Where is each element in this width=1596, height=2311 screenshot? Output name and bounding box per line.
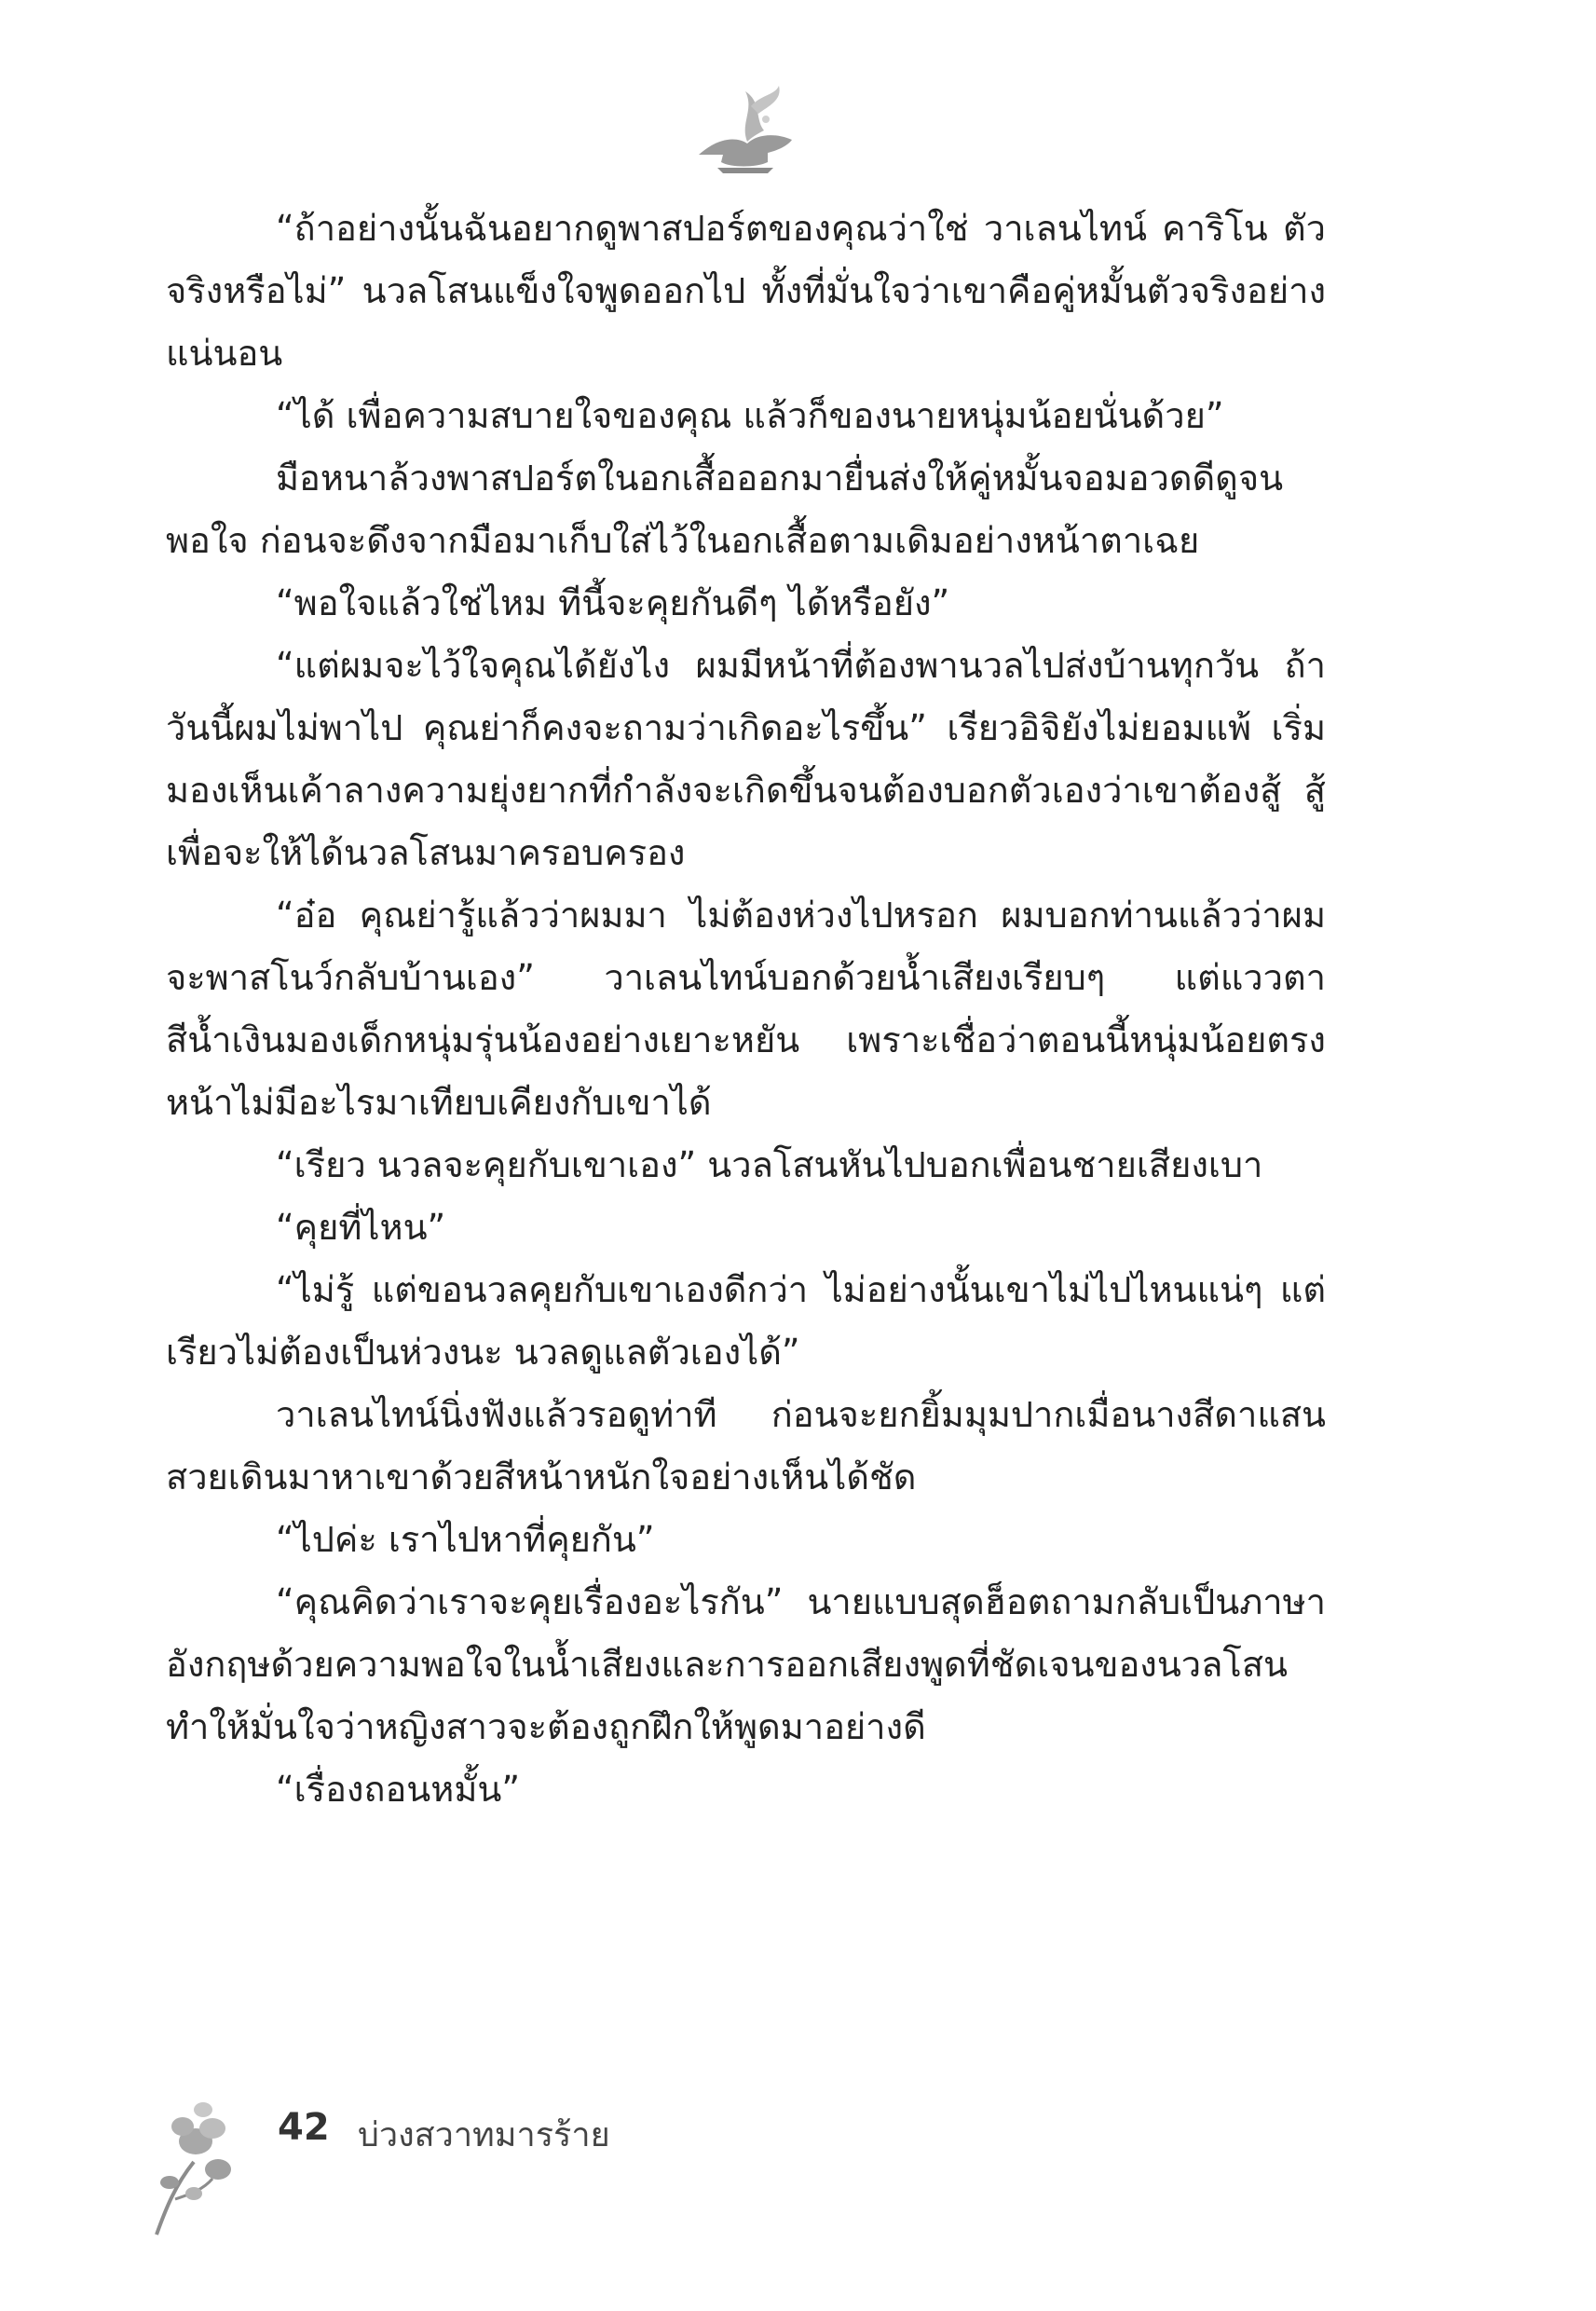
paragraph: “อ๋อ คุณย่ารู้แล้วว่าผมมา ไม่ต้องห่วงไปหรอก ผมบอกท่านแล้วว่าผมจะพาสโนว์กลับบ้านเอง” วาเลนไทน์บอกด้วยน้ำเสียงเรียบๆ แต่แววตาสีน้ำเงินมองเด็กหนุ่มรุ่นน้องอย่างเยาะหยัน เพราะเชื่อว่าตอนนี้หนุ่มน้อยตรงหน้าไม่มีอะไรมาเทียบเคียงกับเขาได้ — [166, 895, 1326, 1123]
paragraph: วาเลนไทน์นิ่งฟังแล้วรอดูท่าที ก่อนจะยกยิ้มมุมปากเมื่อนางสีดาแสนสวยเดินมาหาเขาด้วยสีหน้าหนักใจอย่างเห็นได้ชัด — [166, 1394, 1326, 1497]
page-number: 42 — [278, 2106, 330, 2149]
flower-icon — [138, 2097, 240, 2236]
paragraph: “พอใจแล้วใช่ไหม ทีนี้จะคุยกันดีๆ ได้หรือยัง” — [276, 582, 950, 623]
paragraph: มือหนาล้วงพาสปอร์ตในอกเสื้อออกมายื่นส่งให้คู่หมั้นจอมอวดดีดูจนพอใจ ก่อนจะดึงจากมือมาเก็บใส่ไว้ในอกเสื้อตามเดิมอย่างหน้าตาเฉย — [166, 458, 1284, 561]
paragraph: “ได้ เพื่อความสบายใจของคุณ แล้วก็ของนายหนุ่มน้อยนั่นด้วย” — [276, 395, 1224, 436]
book-title: บ่วงสวาทมารร้าย — [358, 2116, 610, 2154]
paragraph: “แต่ผมจะไว้ใจคุณได้ยังไง ผมมีหน้าที่ต้องพานวลไปส่งบ้านทุกวัน ถ้าวันนี้ผมไม่พาไป คุณย่าก็คงจะถามว่าเกิดอะไรขึ้น” เรียวอิจิยังไม่ยอมแพ้ เริ่มมองเห็นเค้าลางความยุ่งยากที่กำลังจะเกิดขึ้นจนต้องบอกตัวเองว่าเขาต้องสู้ สู้เพื่อจะให้ได้นวลโสนมาครอบครอง — [166, 645, 1326, 873]
paragraph: “ไปค่ะ เราไปหาที่คุยกัน” — [276, 1519, 655, 1560]
body-text — [166, 198, 1326, 1821]
paragraph: “เรียว นวลจะคุยกับเขาเอง” นวลโสนหันไปบอกเพื่อนชายเสียงเบา — [276, 1144, 1263, 1185]
paragraph: “คุยที่ไหน” — [276, 1207, 446, 1248]
paragraph: “ถ้าอย่างนั้นฉันอยากดูพาสปอร์ตของคุณว่าใช่ วาเลนไทน์ คาริโน ตัวจริงหรือไม่” นวลโสนแข็งใจพูดออกไป ทั้งที่มั่นใจว่าเขาคือคู่หมั้นตัวจริงอย่างแน่นอน — [166, 208, 1326, 374]
paragraph: “คุณคิดว่าเราจะคุยเรื่องอะไรกัน” นายแบบสุดฮ็อตถามกลับเป็นภาษาอังกฤษด้วยความพอใจในน้ำเสียงและการออกเสียงพูดที่ชัดเจนของนวลโสน ทำให้มั่นใจว่าหญิงสาวจะต้องถูกฝึกให้พูดมาอย่างดี — [166, 1581, 1326, 1747]
genie-lamp-icon — [689, 82, 801, 175]
paragraph: “ไม่รู้ แต่ขอนวลคุยกับเขาเองดีกว่า ไม่อย่างนั้นเขาไม่ไปไหนแน่ๆ แต่เรียวไม่ต้องเป็นห่วงนะ นวลดูแลตัวเองได้” — [166, 1269, 1326, 1373]
paragraph: “เรื่องถอนหมั้น” — [276, 1769, 521, 1810]
